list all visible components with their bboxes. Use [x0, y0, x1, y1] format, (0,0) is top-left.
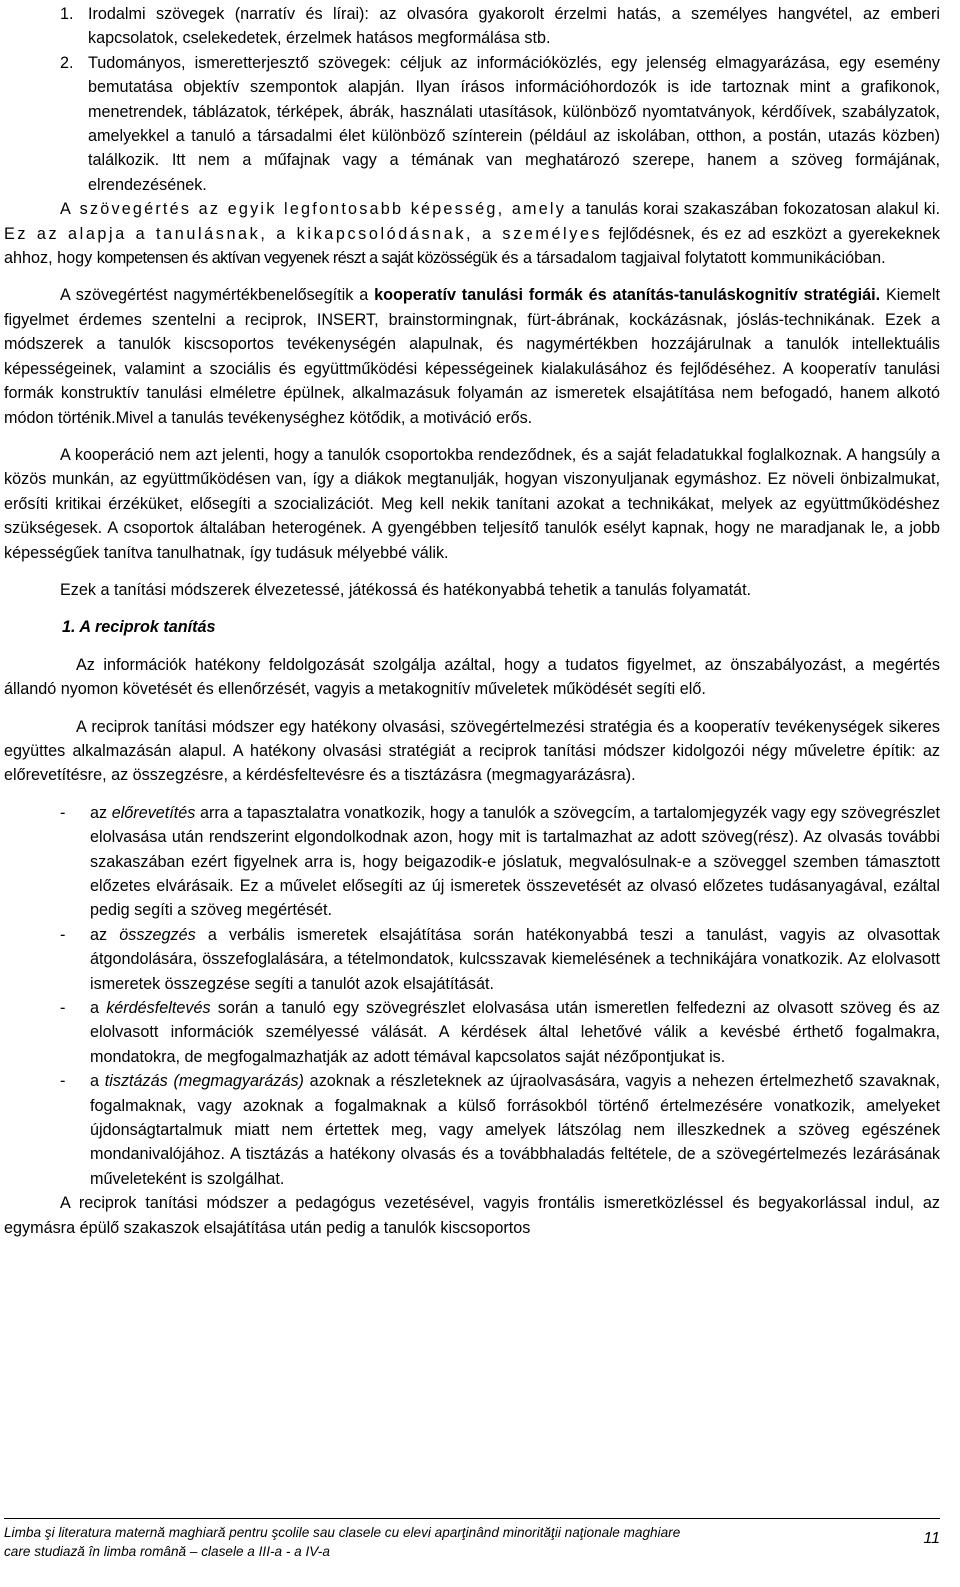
paragraph-bold-text: kooperatív tanulási formák és atanítás-tanuláskognitív stratégiái.: [374, 286, 881, 305]
dash-item-term: kérdésfeltevés: [106, 999, 211, 1018]
dash-list-item: [4, 801, 940, 923]
page-footer: [4, 1518, 940, 1561]
paragraph-text: fejlődésnek, és ez ad eszközt a gyerekeknek ahhoz, hogy: [4, 224, 941, 268]
dash-item-text: a: [90, 1072, 105, 1091]
dash-item-term: összegzés: [119, 925, 196, 944]
dash-item-text: az: [90, 925, 120, 944]
paragraph-text: A szövegértést nagymértékbenelősegítik a: [60, 286, 375, 305]
dash-bullet: -: [60, 1072, 66, 1091]
paragraph-spaced-text: Ez az alapja a tanulásnak, a kikapcsolódásnak, a személyes: [4, 224, 603, 243]
dash-item-term: előrevetítés: [111, 803, 196, 822]
dash-item-text: azoknak a részleteknek az újraolvasására, vagyis a nehezen értelmezhető szavaknak, fogalmaknak, vagy azoknak a fogalmaknak a külső forrásokból történő értelmezésére vonatkozik, amelyeket újdonságtartalmuk miatt nem értettek meg, vagy amelyek látszólag nem illeszkednek a szöveg egészének mondanivalójához. A tisztázás a hatékony olvasás és a továbbhaladás feltétele, de a szövegértelmezés lezárásának műveleteként is szolgálhat.: [90, 1072, 940, 1188]
paragraph-szovegertes: [4, 197, 940, 270]
paragraph-informaciok: Az információk hatékony feldolgozását szolgálja azáltal, hogy a tudatos figyelmet, az önszabályozást, a megértés állandó nyomon követését és ellenőrzését, vagyis a metakognitív műveletek működését segíti elő.: [4, 655, 940, 699]
footer-line: Limba şi literatura maternă maghiară pentru şcolile sau clasele cu elevi aparţinând minorităţii naţionale maghiare: [4, 1525, 681, 1540]
dash-bullet: -: [60, 803, 66, 822]
paragraph-text: Kiemelt figyelmet érdemes szentelni a reciprok, INSERT, brainstormingnak, fürt-ábrának, kockázásnak, jóslás-technikának. Ezek a módszerek a tanulók kiscsoportos tevékenységén alapulnak, és nagymértékben hozzájárulnak a tanulók intellektuális képességeinek, valamint a szociális és együttműködési képességeinek kialakulásához és fejlődéséhez. A kooperatív tanulási formák konstruktív tanulási elméletre épülnek, alkalmazásuk folyamán az ismeretek elsajátítása nem befogadó, hanem alkotó módon történik.Mivel a tanulás tevékenységhez kötődik, a motiváció erős.: [4, 286, 940, 427]
dash-item-text: a verbális ismeretek elsajátítása során hatékonyabbá teszi a tanulást, vagyis az olvasottak átgondolására, összefoglalására, a tételmondatok, kulcsszavak kiemelésének a technikájára vonatkozik. Az elolvasott ismeretek összegzése segíti a tanulót azok elsajátítását.: [90, 925, 940, 993]
section-heading: 1. A reciprok tanítás: [62, 618, 216, 637]
dash-item-text: során a tanuló egy szövegrészlet elolvasása után ismeretlen felfedezni az olvasott szöveg és az elolvasott információk személyessé válását. A kérdések által lehetővé válik a kevésbé érthető fogalmakra, mondatokra, de megfogalmazhatják az adott témával kapcsolatos saját nézőpontjukat is.: [90, 999, 940, 1066]
paragraph-text: a tanulás korai szakaszában fokozatosan alakul ki.: [566, 200, 940, 219]
dash-item-text: a: [90, 999, 107, 1018]
dash-item-term: tisztázás (megmagyarázás): [104, 1072, 304, 1091]
list-item-text: Irodalmi szövegek (narratív és lírai): az olvasóra gyakorolt érzelmi hatás, a személyes hangvétel, az emberi kapcsolatok, cselekedetek, érzelmek hatásos megformálása stb.: [88, 5, 940, 48]
list-item: [4, 51, 940, 197]
dash-item-text: az: [90, 803, 112, 822]
paragraph-vegso: A reciprok tanítási módszer a pedagógus vezetésével, vagyis frontális ismeretközléssel és begyakorlással indul, az egymásra épülő szakaszok elsajátítása után pedig a tanulók kiscsoportos: [4, 1194, 940, 1237]
dash-bullet: -: [60, 999, 66, 1018]
dash-list-item: [4, 923, 940, 996]
footer-line: care studiază în limba română – clasele a III-a - a IV-a: [4, 1544, 330, 1559]
list-item: [4, 2, 940, 51]
list-item-text: Tudományos, ismeretterjesztő szövegek: céljuk az információközlés, egy jelenség elmagyarázása, egy esemény bemutatása objektív szempontok alapján. Ilyan írásos információhordozók is ide tartoznak mint a grafikonok, menetrendek, táblázatok, térképek, ábrák, használati utasítások, különböző nyomtatványok, kérdőívek, szabályzatok, amelyekkel a tanuló a társadalmi élet különböző színterein (például az iskolában, otthon, a postán, utazás közben) találkozik. Itt nem a műfajnak vagy a témának van meghatározó szerepe, hanem a szöveg formájának, elrendezésének.: [88, 53, 940, 194]
paragraph-kooperacio: A kooperáció nem azt jelenti, hogy a tanulók csoportokba rendeződnek, és a saját feladatukkal foglalkoznak. A hangsúly a közös munkán, az együttműködésen van, így a diákok megtanulják, hogyan viszonyuljanak egymáshoz. Ez növeli önbizalmukat, erősíti kritikai érzéküket, elősegíti a szocializációt. Meg kell nekik tanítani azokat a technikákat, melyek az együttműködéshez szükségesek. A csoportok általában heterogének. A gyengébben teljesítő tanulók esélyt kapnak, hogy ne maradjanak le, a jobb képességűek tanítva tanulhatnak, így tudásuk mélyebbé válik.: [4, 445, 940, 562]
paragraph-ezek: Ezek a tanítási módszerek élvezetessé, játékossá és hatékonyabbá tehetik a tanulás folyamatát.: [60, 580, 752, 599]
paragraph-condensed-text: kompetensen és aktívan vegyenek részt a saját közösségük: [96, 249, 497, 268]
paragraph-spaced-text: A szövegértés az egyik legfontosabb képesség, amely: [60, 200, 567, 219]
dash-list-item: [4, 1069, 940, 1191]
page-number: 11: [923, 1530, 940, 1547]
dash-item-text: arra a tapasztalatra vonatkozik, hogy a tanulók a szövegcím, a tartalomjegyzék vagy egy szövegrészlet elolvasása után rendszerint elgondolkodnak azon, hogy mit is tartalmazhat az adott szöveg(rész). Az olvasás további szakaszában ezért figyelnek arra is, hogy beigazodik-e jóslatuk, megvalósulnak-e a szöveggel szemben támasztott előzetes elvárásaik. Ez a művelet elősegíti az új ismeretek összevetését az olvasó előzetes tudásanyagával, ezáltal pedig segíti a szöveg megértését.: [90, 803, 940, 920]
paragraph-kooperativ: [4, 283, 940, 429]
dash-list-item: [4, 996, 940, 1069]
paragraph-reciprok: A reciprok tanítási módszer egy hatékony olvasási, szövegértelmezési stratégia és a kooperatív tevékenységek sikeres együttes alkalmazásán alapul. A hatékony olvasási stratégiát a reciprok tanítási módszer kidolgozói négy műveletre építik: az előrevetítésre, az összegzésre, a kérdésfeltevésre és a tisztázásra (megmagyarázásra).: [4, 717, 940, 785]
list-number: 2.: [60, 53, 74, 72]
list-number: 1.: [60, 5, 74, 23]
paragraph-text: és a társadalom tagjaival folytatott kommunikációban.: [496, 249, 886, 268]
dash-bullet: -: [60, 925, 66, 944]
